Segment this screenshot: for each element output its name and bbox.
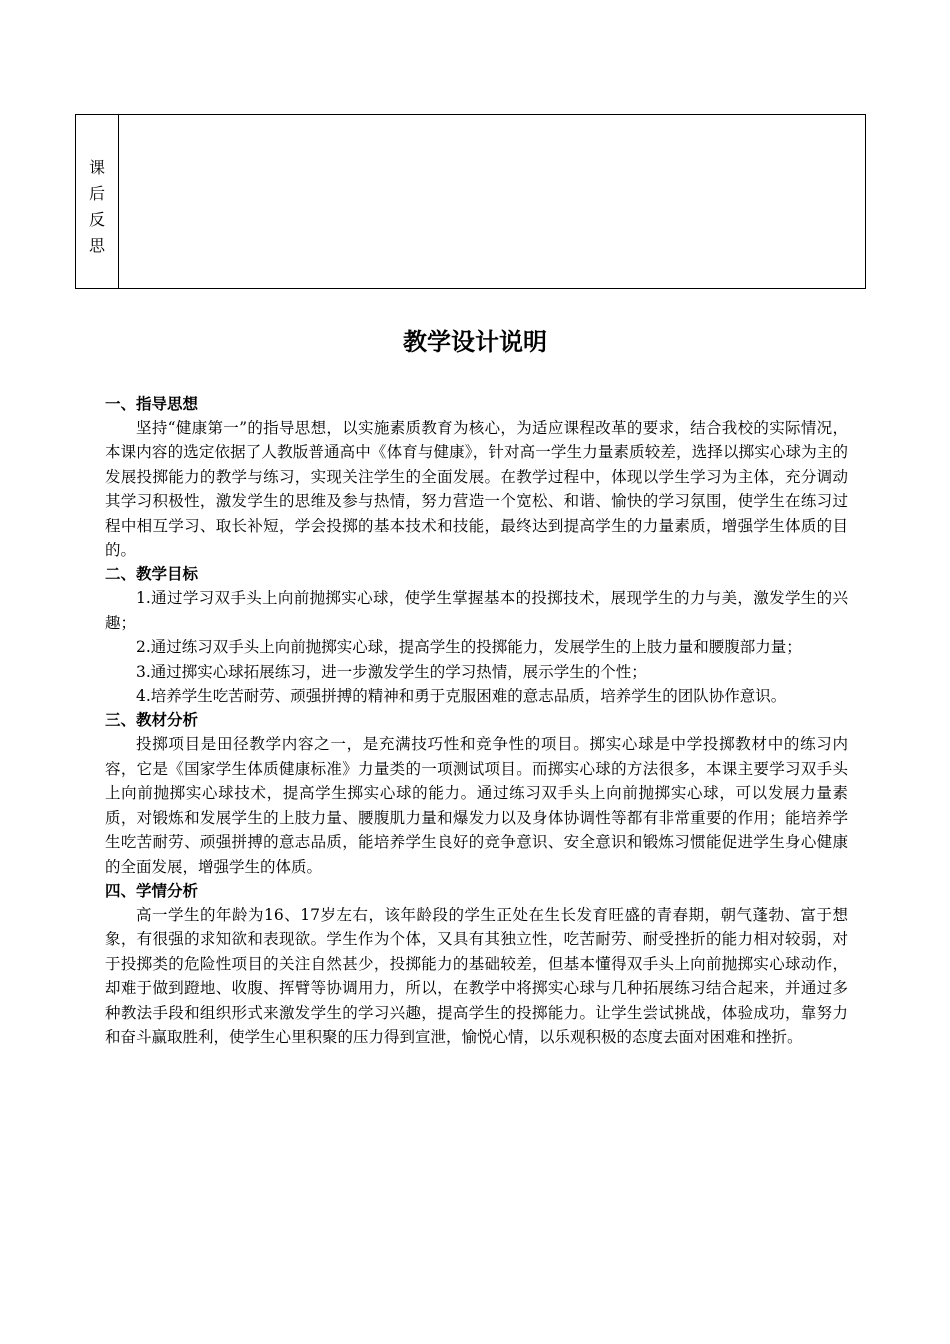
document-body [105, 392, 848, 1049]
section-paragraph: 坚持“健康第一”的指导思想，以实施素质教育为核心，为适应课程改革的要求，结合我校的实际情况，本课内容的选定依据了人教版普通高中《体育与健康》，针对高一学生力量素质较差，选择以掷实心球为主的发展投掷能力的教学与练习，实现关注学生的全面发展。在教学过程中，体现以学生学习为主体，充分调动其学习积极性，激发学生的思维及参与热情，努力营造一个宽松、和谐、愉快的学习氛围，使学生在练习过程中相互学习、取长补短，学会投掷的基本技术和技能，最终达到提高学生的力量素质，增强学生体质的目的。 [105, 419, 848, 560]
section-heading: 三、教材分析 [105, 711, 199, 730]
section-heading: 四、学情分析 [105, 881, 199, 900]
section-paragraph: 1.通过学习双手头上向前抛掷实心球，使学生掌握基本的投掷技术，展现学生的力与美，激发学生的兴趣； [105, 589, 848, 632]
reflection-content-cell[interactable] [119, 115, 865, 288]
section-student-analysis [105, 879, 848, 1049]
reflection-label-char: 思 [88, 236, 105, 255]
section-heading: 一、指导思想 [105, 395, 199, 413]
section-material-analysis [105, 708, 848, 878]
section-paragraph: 投掷项目是田径教学内容之一，是充满技巧性和竞争性的项目。掷实心球是中学投掷教材中的练习内容，它是《国家学生体质健康标准》力量类的一项测试项目。而掷实心球的方法很多，本课主要学习双手头上向前抛掷实心球技术，提高学生掷实心球的能力。通过练习双手头上向前抛掷实心球，可以发展力量素质，对锻炼和发展学生的上肢力量、腰腹肌力量和爆发力以及身体协调性等都有非常重要的作用；能培养学生吃苦耐劳、顽强拼搏的意志品质，能培养学生良好的竞争意识、安全意识和锻炼习惯能促进学生身心健康的全面发展，增强学生的体质。 [105, 735, 848, 876]
reflection-label-char: 后 [88, 184, 105, 203]
reflection-table [75, 114, 866, 289]
section-teaching-goals [105, 562, 848, 708]
section-guiding-thought [105, 392, 848, 562]
reflection-label-cell [76, 115, 119, 288]
section-heading: 二、教学目标 [105, 565, 199, 584]
section-paragraph: 高一学生的年龄为16、17岁左右，该年龄段的学生正处在生长发育旺盛的青春期，朝气蓬勃、富于想象，有很强的求知欲和表现欲。学生作为个体，又具有其独立性，吃苦耐劳、耐受挫折的能力相对较弱，对于投掷类的危险性项目的关注自然甚少，投掷能力的基础较差，但基本懂得双手头上向前抛掷实心球动作，却难于做到蹬地、收腹、挥臂等协调用力，所以，在教学中将掷实心球与几种拓展练习结合起来，并通过多种教法手段和组织形式来激发学生的学习兴趣，提高学生的投掷能力。让学生尝试挑战，体验成功，靠努力和奋斗赢取胜利，使学生心里积聚的压力得到宣泄，愉悦心情，以乐观积极的态度去面对困难和挫折。 [105, 905, 848, 1046]
reflection-label-char: 反 [88, 210, 105, 229]
section-paragraph: 4.培养学生吃苦耐劳、顽强拼搏的精神和勇于克服困难的意志品质，培养学生的团队协作意识。 [136, 687, 787, 706]
section-paragraph: 2.通过练习双手头上向前抛掷实心球，提高学生的投掷能力，发展学生的上肢力量和腰腹部力量； [136, 638, 802, 657]
section-paragraph: 3.通过掷实心球拓展练习，进一步激发学生的学习热情，展示学生的个性； [136, 662, 647, 681]
reflection-label-char: 课 [88, 158, 105, 177]
page-title: 教学设计说明 [403, 328, 547, 356]
